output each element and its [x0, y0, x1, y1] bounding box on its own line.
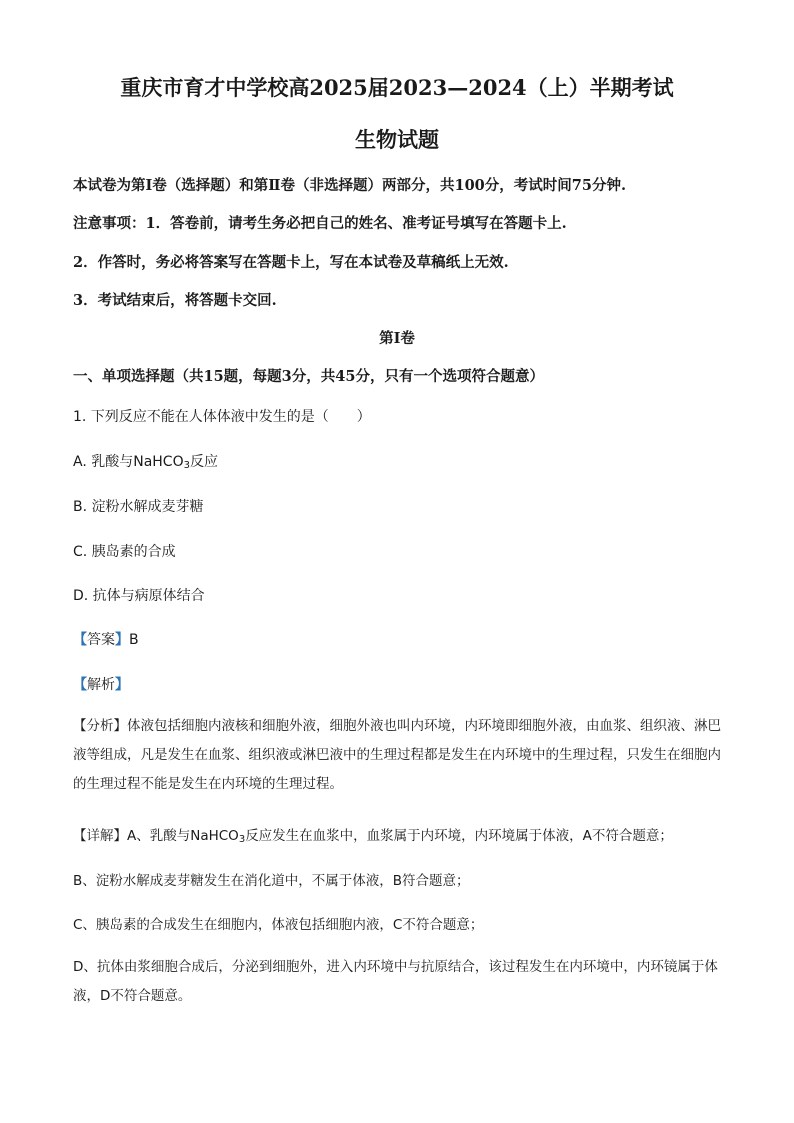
xiangjie-a	[73, 824, 673, 845]
xiangjie-a-subscript: 3	[238, 834, 246, 845]
xiangjie-c: C、胰岛素的合成发生在细胞内，体液包括细胞内液，C不符合题意；	[73, 917, 484, 933]
answer-bracket-open: 【	[73, 632, 87, 648]
analysis-bracket-open: 【	[73, 677, 87, 693]
option-a-subscript: 3	[183, 460, 190, 471]
option-a-text: A. 乳酸与NaHCO	[73, 454, 184, 470]
option-a-suffix: 反应	[189, 454, 218, 470]
note-2: 2．作答时，务必将答案写在答题卡上，写在本试卷及草稿纸上无效.	[73, 254, 509, 271]
intro-note: 本试卷为第Ⅰ卷（选择题）和第Ⅱ卷（非选择题）两部分，共100分，考试时间75分钟.	[73, 177, 626, 194]
analysis-heading	[73, 674, 129, 694]
option-c: C. 胰岛素的合成	[73, 544, 176, 560]
xiangjie-a-text: A、乳酸与NaHCO	[127, 828, 239, 844]
volume-heading: 第Ⅰ卷	[379, 330, 415, 347]
xiangjie-label: 详解	[86, 828, 114, 844]
answer-label: 答案	[87, 632, 115, 648]
fenxi-label: 分析	[86, 718, 114, 734]
question-stem: 1. 下列反应不能在人体体液中发生的是（ ）	[73, 409, 371, 425]
xiangjie-bracket-close: 】	[113, 828, 127, 844]
subject-title: 生物试题	[355, 127, 439, 152]
analysis-label: 解析	[87, 677, 115, 693]
fenxi-bracket-close: 】	[113, 718, 127, 734]
option-d: D. 抗体与病原体结合	[73, 588, 205, 604]
xiangjie-bracket-open: 【	[73, 828, 87, 844]
section-heading: 一、单项选择题（共15题，每题3分，共45分，只有一个选项符合题意）	[73, 368, 544, 385]
fenxi-text: 体液包括细胞内液核和细胞外液，细胞外液也叫内环境，内环境即细胞外液，由血浆、组织液、淋巴液等组成，凡是发生在血浆、组织液或淋巴液中的生理过程都是发生在内环境中的生理过程，只发生在细胞内的生理过程不能是发生在内环境的生理过程。	[73, 718, 721, 792]
answer-bracket-close: 】	[115, 632, 129, 648]
xiangjie-a-suffix: 反应发生在血浆中，血浆属于内环境，内环境属于体液，A不符合题意；	[245, 828, 673, 844]
answer-line	[73, 629, 139, 649]
xiangjie-b: B、淀粉水解成麦芽糖发生在消化道中，不属于体液，B符合题意；	[73, 873, 470, 889]
option-a	[73, 451, 218, 471]
option-b: B. 淀粉水解成麦芽糖	[73, 499, 204, 515]
xiangjie-d: D、抗体由浆细胞合成后，分泌到细胞外，进入内环境中与抗原结合，该过程发生在内环境中，内环镜属于体液，D不符合题意。	[73, 959, 718, 1004]
answer-value: B	[129, 632, 139, 648]
exam-title: 重庆市育才中学校高2025届2023—2024（上）半期考试	[120, 75, 674, 100]
analysis-fenxi	[73, 712, 723, 799]
note-1: 注意事项：1．答卷前，请考生务必把自己的姓名、准考证号填写在答题卡上.	[73, 215, 567, 232]
fenxi-bracket-open: 【	[73, 718, 87, 734]
note-3: 3．考试结束后，将答题卡交回.	[73, 292, 277, 309]
analysis-bracket-close: 】	[115, 677, 129, 693]
